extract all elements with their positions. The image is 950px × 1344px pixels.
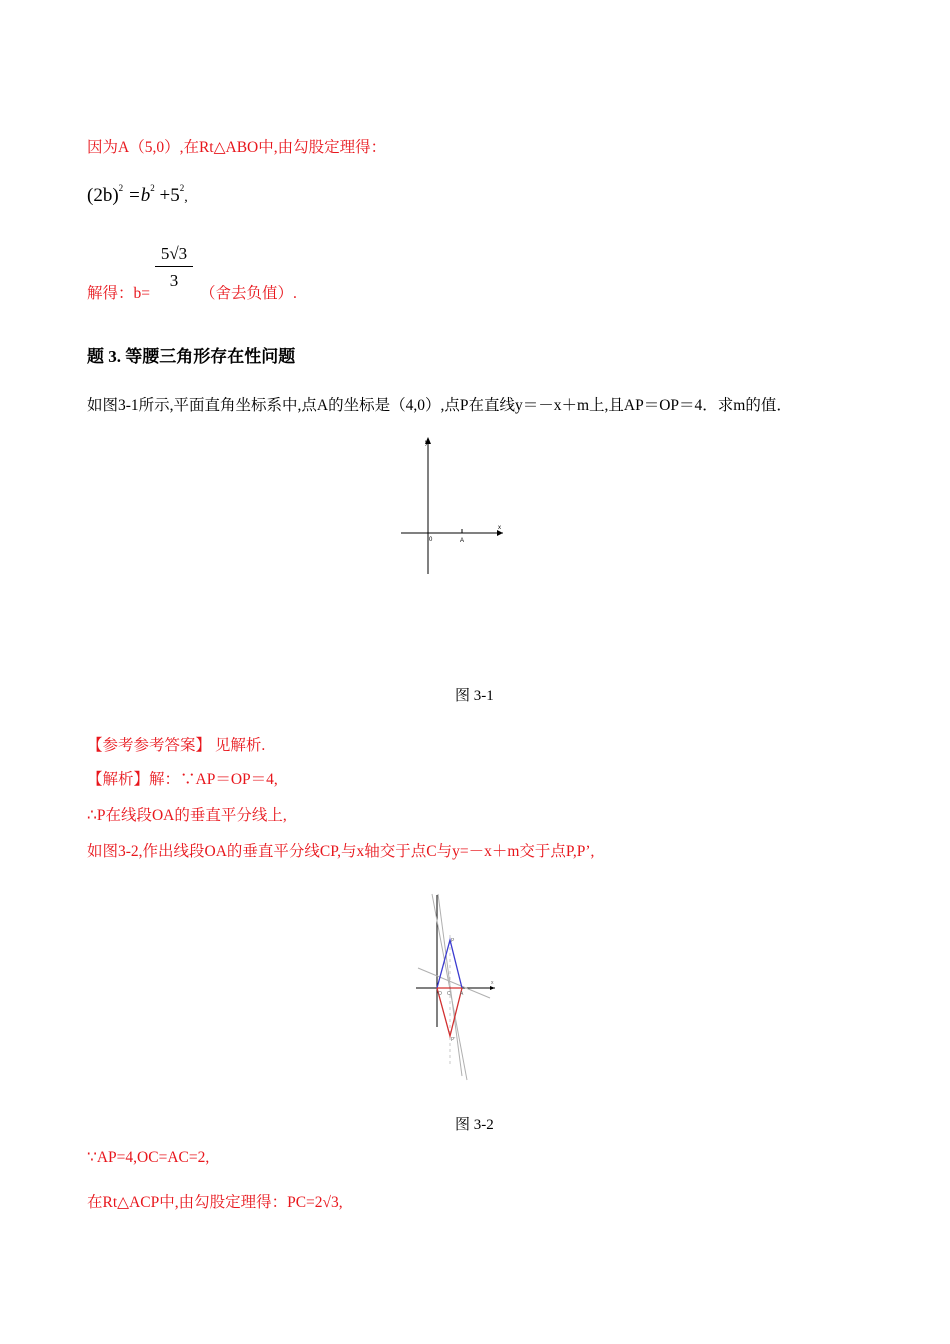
analysis-line-2: ∴P在线段OA的垂直平分线上, [87,807,287,824]
label-a: A [460,538,465,544]
figure-3-2-caption: 图 3-2 [455,1117,494,1133]
text-line-pythagoras-abo: 因为A（5,0）,在Rt△ABO中,由勾股定理得： [87,139,387,156]
analysis-line-4: ∵AP=4,OC=AC=2, [87,1149,210,1166]
answer-line: 【参考参考答案】 见解析. [87,737,266,754]
eq-mid: =b [127,185,151,206]
fraction-b-value: $\frac{5√3}{3}$ [155,244,193,291]
problem-statement: 如图3-1所示,平面直角坐标系中,点A的坐标是（4,0）,点P在直线y＝－x＋m上,且AP＝OP＝4．求m的值． [87,397,792,414]
analysis-line-5: 在Rt△ACP中,由勾股定理得：PC=2√3, [87,1194,343,1211]
label-p: P [451,938,455,944]
section-heading: 题 3. 等腰三角形存在性问题 [87,347,296,366]
equation-pythagoras: $(2b)^2 =b^2 +5^2$, [87,183,188,206]
label-x: x [498,525,501,531]
label-p-prime: P' [451,1037,456,1043]
label-o: 0 [429,537,433,543]
x-axis-arrow [490,986,495,990]
analysis-line-3: 如图3-2,作出线段OA的垂直平分线CP,与x轴交于点C与y=－x＋m交于点P,P’, [87,843,595,860]
eq-plus: +5 [159,185,180,206]
solve-prefix: 解得：b= [87,285,150,302]
figure-3-2 [410,890,505,1085]
figure-3-1-caption: 图 3-1 [455,688,494,704]
label-c: C [447,991,451,997]
label-x: x [491,980,494,986]
analysis-line-1: 【解析】解：∵AP＝OP＝4, [87,771,278,788]
eq-lhs: (2b) [87,185,119,206]
figure-3-1 [395,432,515,582]
label-y: y [425,440,428,446]
label-o: O [438,991,442,997]
line-helper [418,968,490,998]
label-a: A [460,991,464,997]
solve-suffix: （舍去负值）. [200,285,297,302]
